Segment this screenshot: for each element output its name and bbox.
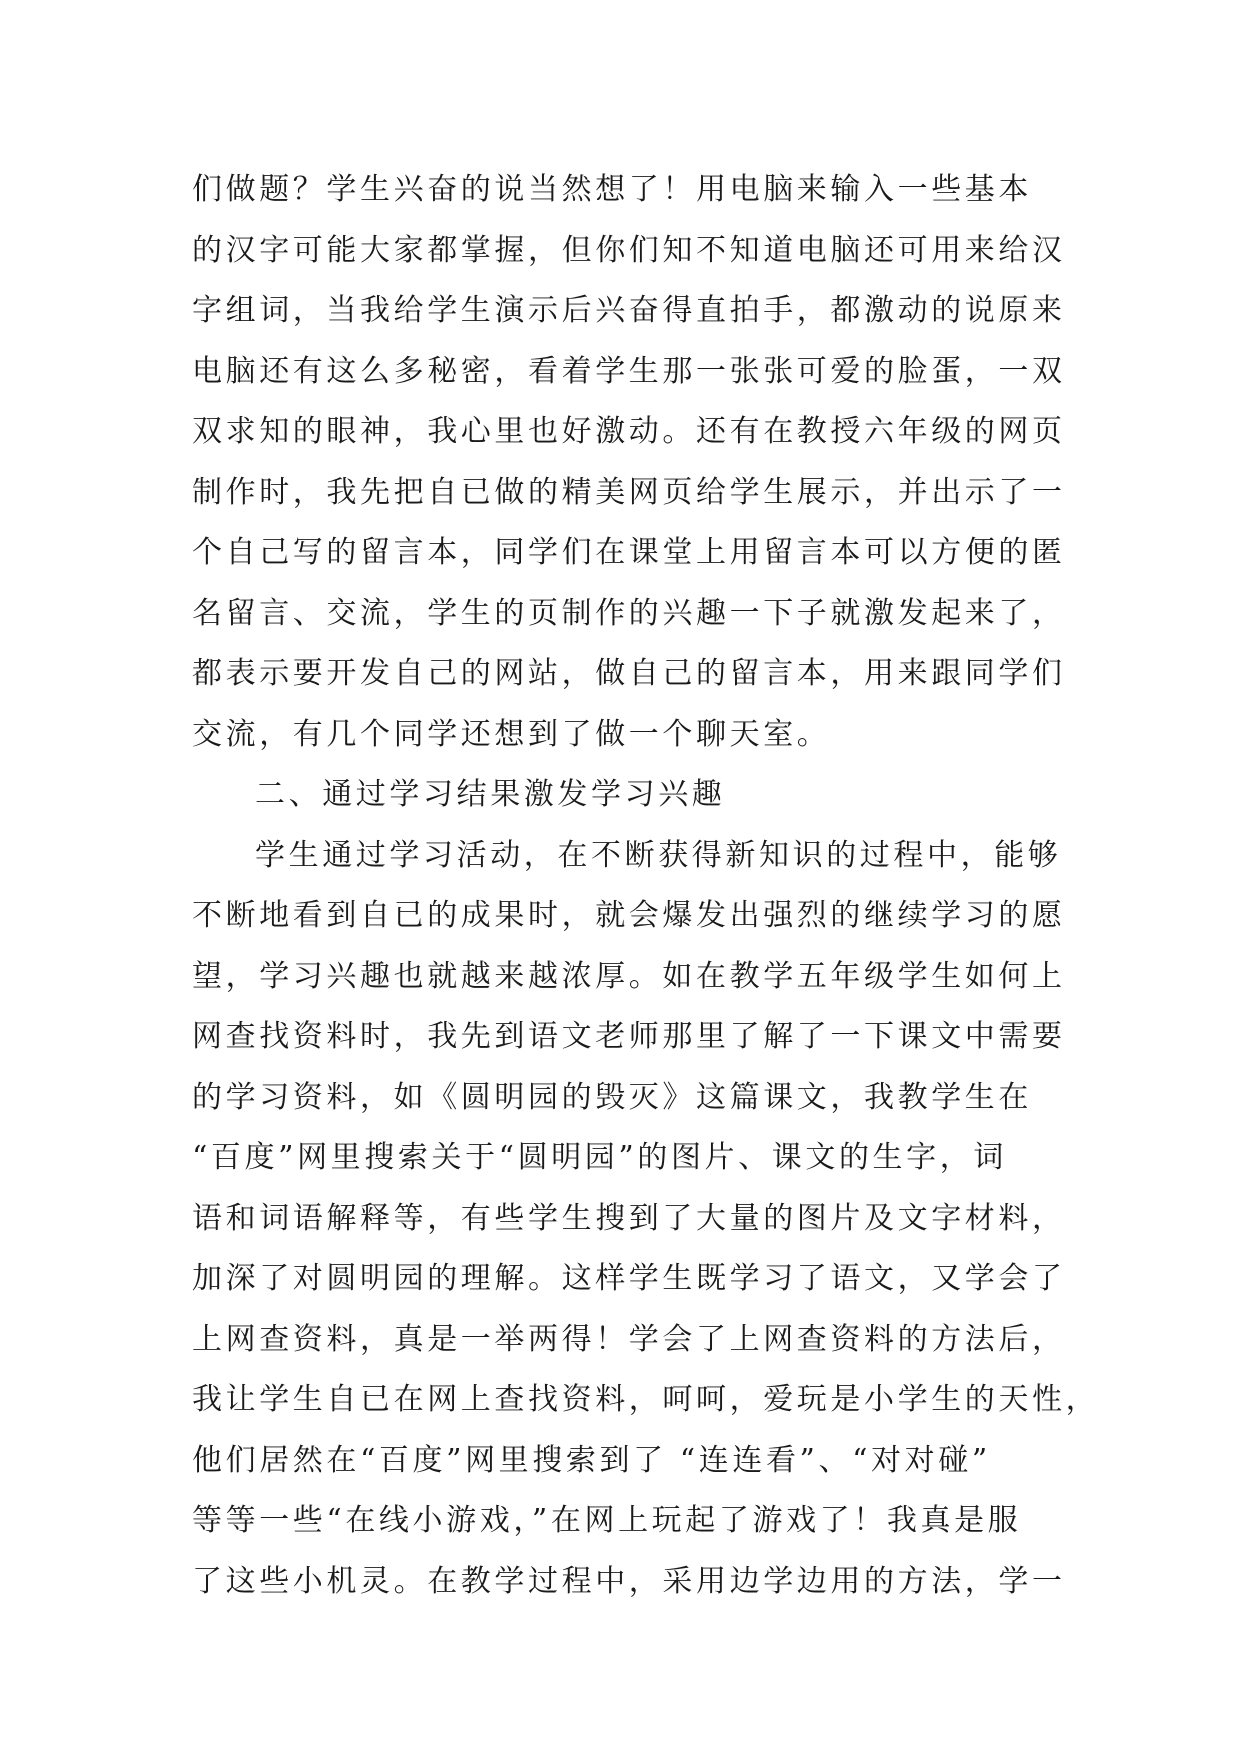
text-line: 都表示要开发自己的网站，做自己的留言本，用来跟同学们 xyxy=(192,656,1066,691)
text-line: 学生通过学习活动，在不断获得新知识的过程中，能够 xyxy=(255,837,1062,873)
text-line: 上网查资料，真是一举两得！学会了上网查资料的方法后， xyxy=(192,1321,1066,1357)
text-line: 了这些小机灵。在教学过程中，采用边学边用的方法，学一 xyxy=(192,1563,1066,1599)
text-line: 他们居然在“百度”网里搜索到了 “连连看”、“对对碰” xyxy=(192,1442,991,1478)
text-line: 字组词，当我给学生演示后兴奋得直拍手，都激动的说原来 xyxy=(192,293,1066,328)
text-line: “百度”网里搜索关于“圆明园”的图片、课文的生字，词 xyxy=(192,1140,1007,1175)
text-line: 我让学生自已在网上查找资料，呵呵，爱玩是小学生的天性， xyxy=(192,1382,1100,1417)
text-line: 加深了对圆明园的理解。这样学生既学习了语文，又学会了 xyxy=(192,1261,1066,1296)
text-line: 语和词语解释等，有些学生搜到了大量的图片及文字材料， xyxy=(192,1200,1066,1236)
text-line: 个自己写的留言本，同学们在课堂上用留言本可以方便的匿 xyxy=(192,535,1066,570)
text-line: 双求知的眼神，我心里也好激动。还有在教授六年级的网页 xyxy=(192,414,1066,449)
text-line: 制作时，我先把自已做的精美网页给学生展示，并出示了一 xyxy=(192,474,1066,510)
text-line: 们做题？学生兴奋的说当然想了！用电脑来输入一些基本 xyxy=(192,172,1032,207)
text-line: 电脑还有这么多秘密，看着学生那一张张可爱的脸蛋，一双 xyxy=(192,353,1066,389)
text-line: 等等一些“在线小游戏，”在网上玩起了游戏了！我真是服 xyxy=(192,1503,1022,1538)
text-line: 名留言、交流，学生的页制作的兴趣一下子就激发起来了， xyxy=(192,595,1066,631)
text-line: 交流，有几个同学还想到了做一个聊天室。 xyxy=(192,716,831,752)
text-line: 的汉字可能大家都掌握，但你们知不知道电脑还可用来给汉 xyxy=(192,232,1066,268)
text-line: 不断地看到自已的成果时，就会爆发出强烈的继续学习的愿 xyxy=(192,898,1066,933)
text-line: 望，学习兴趣也就越来越浓厚。如在教学五年级学生如何上 xyxy=(192,958,1066,994)
text-line: 的学习资料，如《圆明园的毁灭》这篇课文，我教学生在 xyxy=(192,1079,1032,1115)
body-text xyxy=(192,160,1100,1612)
section-heading: 二、通过学习结果激发学习兴趣 xyxy=(255,777,726,812)
text-line: 网查找资料时，我先到语文老师那里了解了一下课文中需要 xyxy=(192,1019,1066,1054)
